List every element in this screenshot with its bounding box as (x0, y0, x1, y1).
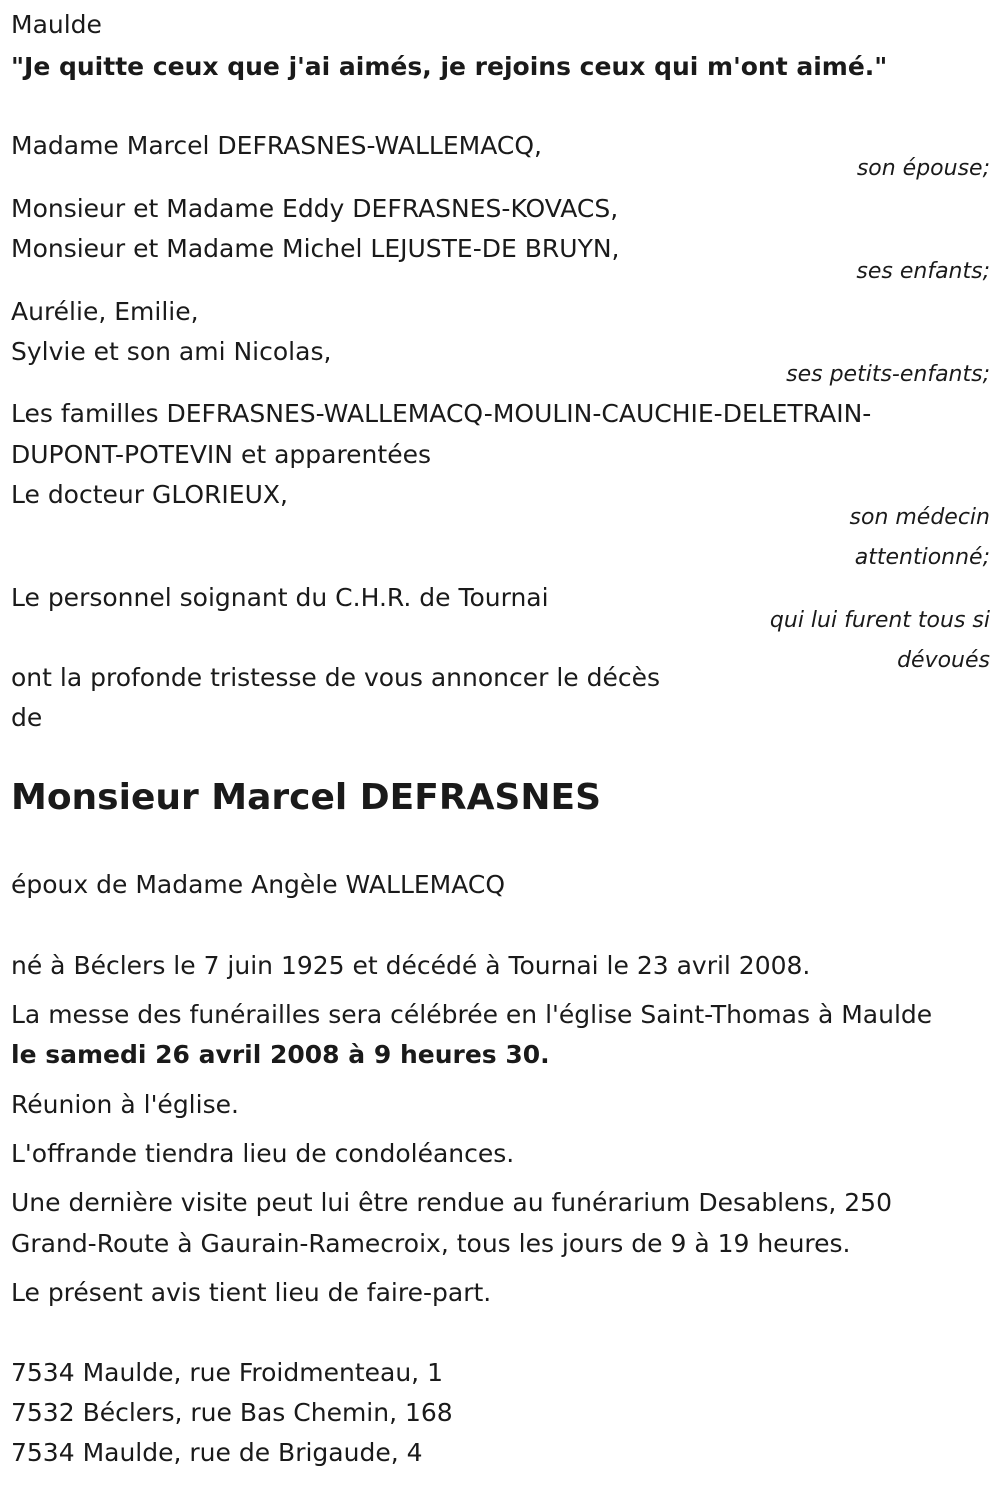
doctor-role: attentionné; (854, 545, 990, 570)
spouse-line: Madame Marcel DEFRASNES-WALLEMACQ, (11, 131, 542, 160)
child-line: Monsieur et Madame Michel LEJUSTE-DE BRUYN, (11, 234, 620, 263)
meeting-line: Réunion à l'église. (11, 1090, 239, 1119)
spouse-of-line: époux de Madame Angèle WALLEMACQ (11, 870, 506, 899)
families-line: Les familles DEFRASNES-WALLEMACQ-MOULIN-CAUCHIE-DELETRAIN- (11, 399, 872, 428)
staff-line: Le personnel soignant du C.H.R. de Tournai (11, 583, 549, 612)
announcement-line: ont la profonde tristesse de vous annoncer le décès (11, 663, 661, 692)
doctor-line: Le docteur GLORIEUX, (11, 480, 288, 509)
place-heading: Maulde (11, 10, 102, 39)
visit-line: Grand-Route à Gaurain-Ramecroix, tous les jours de 9 à 19 heures. (11, 1229, 851, 1258)
announcement-line: de (11, 703, 43, 732)
address-line: 7532 Béclers, rue Bas Chemin, 168 (11, 1398, 453, 1427)
child-line: Monsieur et Madame Eddy DEFRASNES-KOVACS, (11, 194, 619, 223)
address-line: 7534 Maulde, rue de Brigaude, 4 (11, 1438, 423, 1467)
staff-role: dévoués (897, 648, 990, 673)
offering-line: L'offrande tiendra lieu de condoléances. (11, 1139, 515, 1168)
quote: "Je quitte ceux que j'ai aimés, je rejoins ceux qui m'ont aimé." (11, 52, 888, 81)
families-line: DUPONT-POTEVIN et apparentées (11, 440, 431, 469)
staff-role: qui lui furent tous si (769, 608, 990, 633)
grandchildren-line: Sylvie et son ami Nicolas, (11, 337, 332, 366)
mass-date: le samedi 26 avril 2008 à 9 heures 30. (11, 1040, 550, 1069)
deceased-name: Monsieur Marcel DEFRASNES (11, 777, 602, 818)
grandchildren-role: ses petits-enfants; (786, 362, 990, 387)
address-line: 7534 Maulde, rue Froidmenteau, 1 (11, 1358, 443, 1387)
grandchildren-line: Aurélie, Emilie, (11, 297, 199, 326)
mass-line: La messe des funérailles sera célébrée en l'église Saint-Thomas à Maulde (11, 1000, 933, 1029)
children-role: ses enfants; (856, 259, 990, 284)
spouse-role: son épouse; (856, 156, 990, 181)
visit-line: Une dernière visite peut lui être rendue au funérarium Desablens, 250 (11, 1188, 892, 1217)
notice-line: Le présent avis tient lieu de faire-part. (11, 1278, 492, 1307)
dates-line: né à Béclers le 7 juin 1925 et décédé à Tournai le 23 avril 2008. (11, 951, 811, 980)
doctor-role: son médecin (849, 505, 990, 530)
